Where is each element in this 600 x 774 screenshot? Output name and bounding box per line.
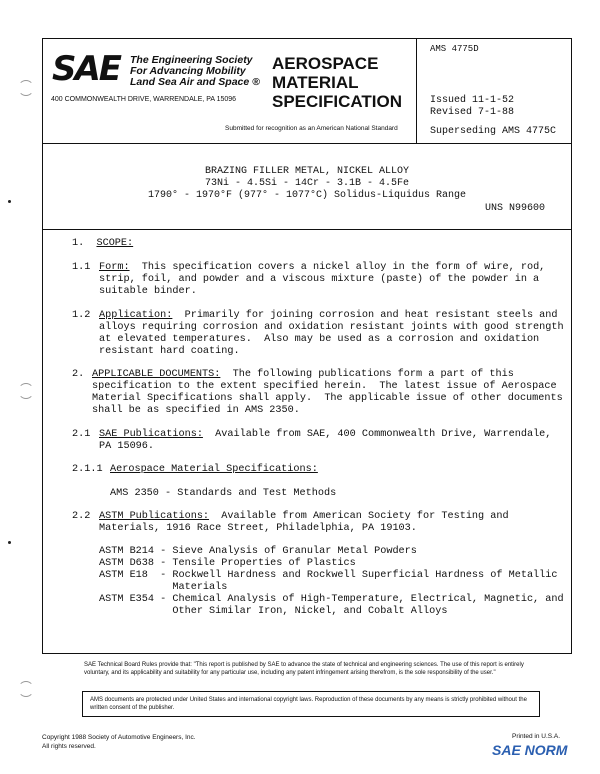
section-1-2-line: resistant hard coating. <box>99 346 240 357</box>
title-divider <box>42 229 572 230</box>
document-type-title: AEROSPACE MATERIAL SPECIFICATION <box>272 54 403 111</box>
astm-reference-continued: Materials <box>99 582 228 593</box>
revised-date: Revised 7-1-88 <box>430 107 515 118</box>
melting-range: 1790° - 1970°F (977° - 1077°C) Solidus-Liquidus Range <box>147 190 467 201</box>
section-1-heading: 1. SCOPE: <box>72 238 134 249</box>
punch-hole <box>18 80 34 96</box>
technical-board-rules: SAE Technical Board Rules provide that: "This report is published by SAE to advance the state of technical and engineering sciences. The use of this report is entirely voluntary, and its applicability and suitability for any particular use, including any patent infringement arising therefrom, is the sole responsibility of the user." <box>84 662 524 676</box>
copyright-notice: AMS documents are protected under United States and international copyright laws. Reproduction of these documents by any means is strictly prohibited without the written consent of the publisher. <box>90 697 527 711</box>
section-2-2-line: ASTM Publications: Available from American Society for Testing and <box>99 511 509 522</box>
sae-logo: SAE <box>52 49 121 89</box>
material-name: BRAZING FILLER METAL, NICKEL ALLOY <box>204 166 410 177</box>
section-2-2-number: 2.2 <box>72 511 91 522</box>
scan-speck <box>8 541 11 544</box>
rights-reserved: All rights reserved. <box>42 743 96 750</box>
section-2-2-line: Materials, 1916 Race Street, Philadelphia, PA 19103. <box>99 523 417 534</box>
section-1-2-number: 1.2 <box>72 310 91 321</box>
society-tagline: The Engineering Society For Advancing Mobility Land Sea Air and Space ® <box>130 54 260 88</box>
astm-reference: ASTM E354 - Chemical Analysis of High-Temperature, Electrical, Magnetic, and <box>99 594 564 605</box>
section-2-1-line: PA 15096. <box>99 441 155 452</box>
uns-number: UNS N99600 <box>485 203 546 214</box>
section-2-1-number: 2.1 <box>72 429 91 440</box>
header-divider <box>42 143 572 144</box>
section-1-1-line: suitable binder. <box>99 286 197 297</box>
section-1-2-line: Application: Primarily for joining corrosion and heat resistant steels and <box>99 310 558 321</box>
astm-reference: ASTM D638 - Tensile Properties of Plastics <box>99 558 356 569</box>
printed-in: Printed in U.S.A. <box>512 733 561 740</box>
section-2-1-1-number: 2.1.1 <box>72 464 103 475</box>
section-1-1-line: strip, foil, and powder and a viscous mixture (paste) of the powder in a <box>99 274 540 285</box>
header-column-divider <box>416 38 417 143</box>
section-1-2-line: alloys requiring corrosion and oxidation resistant joints with good strength <box>99 322 564 333</box>
section-2-number: 2. <box>72 369 85 380</box>
issued-date: Issued 11-1-52 <box>430 95 515 106</box>
copyright-line: Copyright 1988 Society of Automotive Engineers, Inc. <box>42 734 196 741</box>
society-address: 400 COMMONWEALTH DRIVE, WARRENDALE, PA 15096 <box>51 96 237 103</box>
section-1-2-line: at elevated temperatures. Also may be used as a corrosion and oxidation <box>99 334 540 345</box>
referenced-spec: AMS 2350 - Standards and Test Methods <box>110 488 337 499</box>
section-1-1-number: 1.1 <box>72 262 91 273</box>
astm-reference: ASTM E18 - Rockwell Hardness and Rockwell Superficial Hardness of Metallic <box>99 570 558 581</box>
scan-speck <box>8 200 11 203</box>
ansi-submission-note: Submitted for recognition as an American National Standard <box>225 125 398 132</box>
superseding-note: Superseding AMS 4775C <box>430 126 557 137</box>
section-1-1-line: Form: This specification covers a nickel alloy in the form of wire, rod, <box>99 262 546 273</box>
section-2-line: shall be as specified in AMS 2350. <box>92 405 300 416</box>
section-2-line: Material Specifications shall apply. The applicable issue of other documents <box>92 393 563 404</box>
punch-hole <box>18 681 34 697</box>
section-2-line: specification to the extent specified herein. The latest issue of Aerospace <box>92 381 557 392</box>
ams-number: AMS 4775D <box>430 44 479 54</box>
sae-norm-watermark: SAE NORM <box>492 742 568 758</box>
punch-hole <box>18 383 34 399</box>
section-2-line: APPLICABLE DOCUMENTS: The following publications form a part of this <box>92 369 514 380</box>
section-2-1-1-title: Aerospace Material Specifications: <box>110 464 318 475</box>
astm-reference: ASTM B214 - Sieve Analysis of Granular Metal Powders <box>99 546 417 557</box>
section-2-1-line: SAE Publications: Available from SAE, 400 Commonwealth Drive, Warrendale, <box>99 429 552 440</box>
astm-reference-continued: Other Similar Iron, Nickel, and Cobalt Alloys <box>99 606 448 617</box>
material-composition: 73Ni - 4.5Si - 14Cr - 3.1B - 4.5Fe <box>204 178 410 189</box>
